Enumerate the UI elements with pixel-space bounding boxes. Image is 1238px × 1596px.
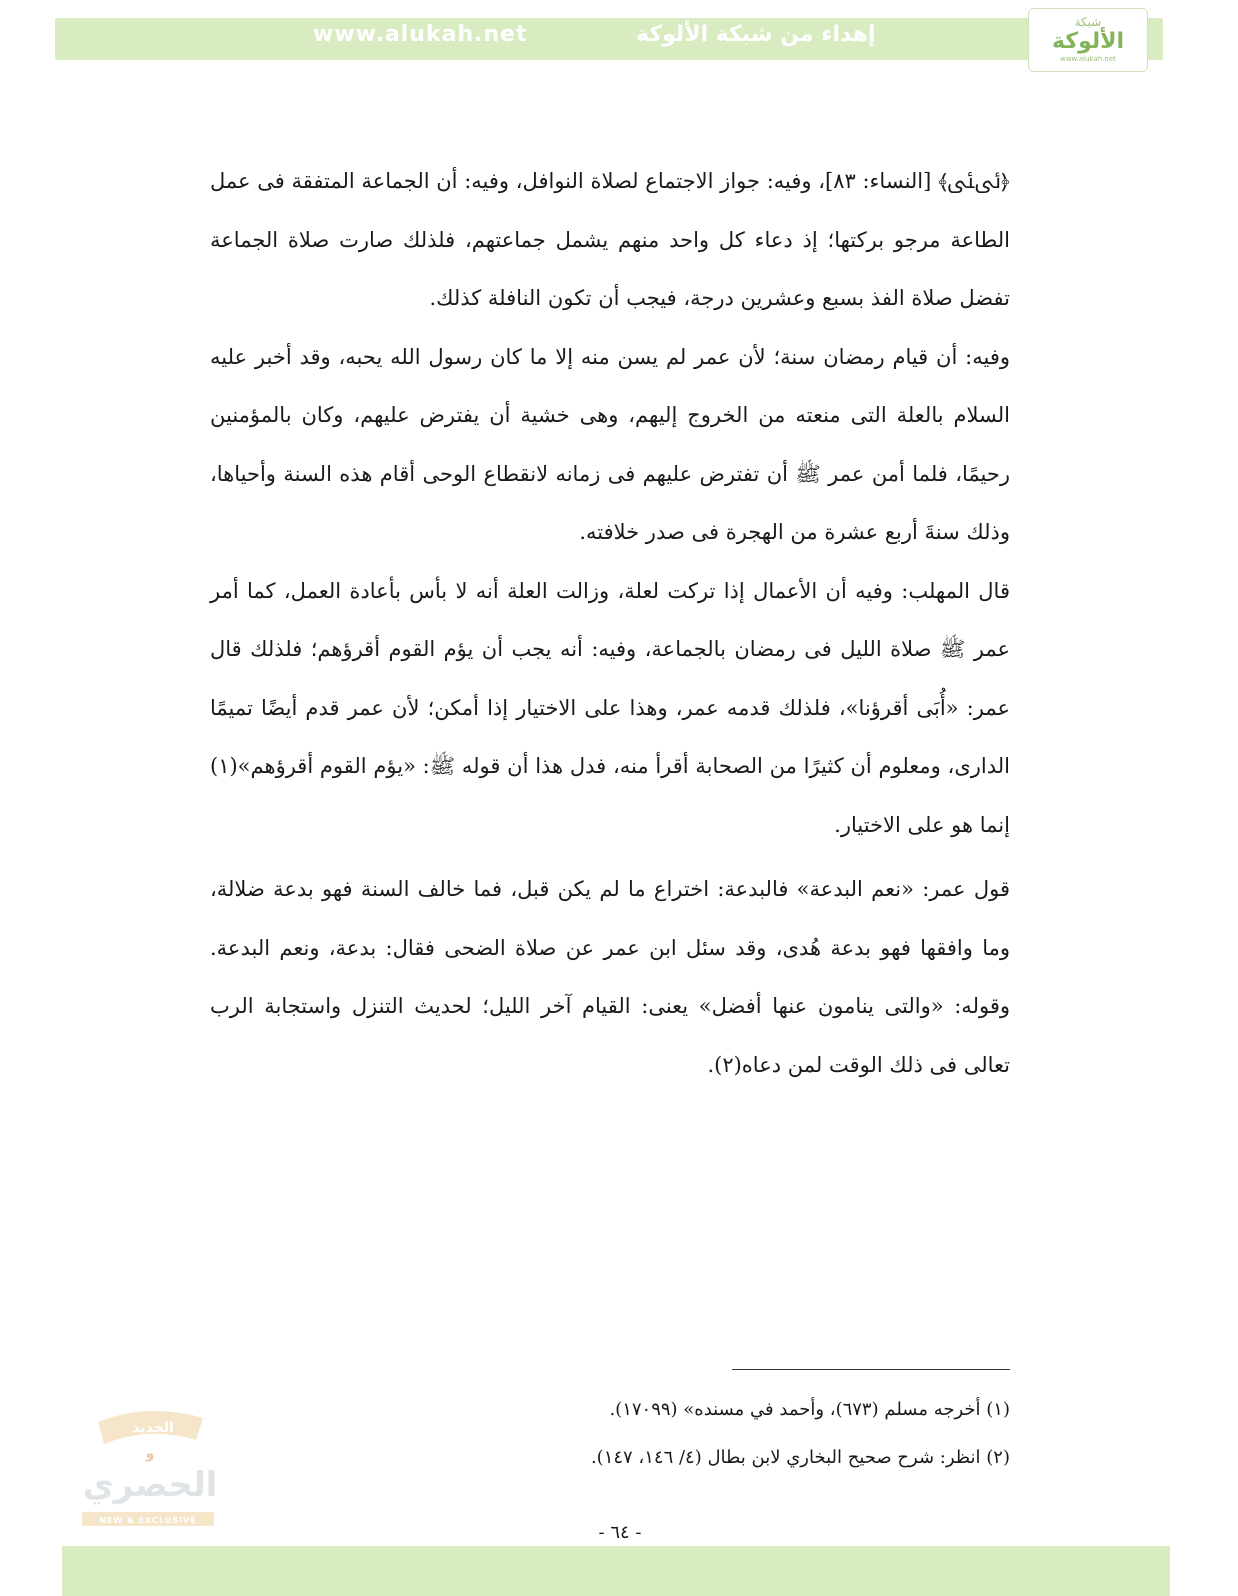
footnotes <box>420 1386 1010 1482</box>
watermark-line2: و <box>145 1446 155 1462</box>
logo-top-text: شبكة <box>1074 15 1102 29</box>
body-text <box>210 152 1010 1094</box>
alukah-logo[interactable] <box>1028 8 1148 72</box>
page-number: - ٦٤ - <box>598 1522 642 1543</box>
new-exclusive-watermark <box>78 1400 218 1530</box>
footnote-2: (٢) انظر: شرح صحيح البخاري لابن بطال (٤/ ١٤٦، ١٤٧). <box>590 1447 1010 1468</box>
footer-band <box>62 1546 1170 1596</box>
logo-sub-text: www.alukah.net <box>1060 55 1116 63</box>
watermark-line4: NEW & EXCLUSIVE <box>99 1516 197 1525</box>
paragraph-1: ﴿ﯹﯺ﴾ [النساء: ٨٣]، وفيه: جواز الاجتماع لصلاة النوافل، وفيه: أن الجماعة المتفقة فى عمل الطاعة مرجو بركتها؛ إذ دعاء كل واحد منهم يشمل جماعتهم، فلذلك صارت صلاة الجماعة تفضل صلاة الفذ بسبع وعشرين درجة، فيجب أن تكون النافلة كذلك. <box>210 169 1010 310</box>
paragraph-3: قال المهلب: وفيه أن الأعمال إذا تركت لعلة، وزالت العلة أنه لا بأس بأعادة العمل، كما أمر عمر ﷺ صلاة الليل فى رمضان بالجماعة، وفيه: أنه يجب أن يؤم القوم أقرؤهم؛ فلذلك قال عمر: «أُبَى أقرؤنا»، فلذلك قدمه عمر، وهذا على الاختيار إذا أمكن؛ لأن عمر قدم أيضًا تميمًا الدارى، ومعلوم أن كثيرًا من الصحابة أقرأ منه، فدل هذا أن قوله ﷺ: «يؤم القوم أقرؤهم»(١) إنما هو على الاختيار. <box>210 578 1010 837</box>
header-url[interactable]: www.alukah.net <box>313 22 528 47</box>
header-band <box>55 18 1163 60</box>
paragraph-2: وفيه: أن قيام رمضان سنة؛ لأن عمر لم يسن منه إلا ما كان رسول الله يحبه، وقد أخبر عليه السلام بالعلة التى منعته من الخروج إليهم، وهى خشية أن يفترض عليهم، وكان بالمؤمنين رحيمًا، فلما أمن عمر ﷺ أن تفترض عليهم فى زمانه لانقطاع الوحى أقام هذه السنة وأحياها، وذلك سنةَ أربع عشرة من الهجرة فى صدر خلافته. <box>210 344 1010 544</box>
watermark-line1: الجديد <box>132 1420 174 1436</box>
footnote-1: (١) أخرجه مسلم (٦٧٣)، وأحمد في مسنده» (١٧٠٩٩). <box>609 1399 1010 1420</box>
header-gift-text: إهداء من شبكة الألوكة <box>636 22 876 47</box>
logo-main-text: الألوكة <box>1051 29 1125 54</box>
watermark-line3: الحصري <box>82 1465 218 1505</box>
paragraph-4: قول عمر: «نعم البدعة» فالبدعة: اختراع ما لم يكن قبل، فما خالف السنة فهو بدعة ضلالة، وما وافقها فهو بدعة هُدى، وقد سئل ابن عمر عن صلاة الضحى فقال: بدعة، ونعم البدعة. وقوله: «والتى ينامون عنها أفضل» يعنى: القيام آخر الليل؛ لحديث التنزل واستجابة الرب تعالى فى ذلك الوقت لمن دعاه(٢). <box>210 877 1010 1077</box>
footnote-divider <box>732 1369 1010 1370</box>
